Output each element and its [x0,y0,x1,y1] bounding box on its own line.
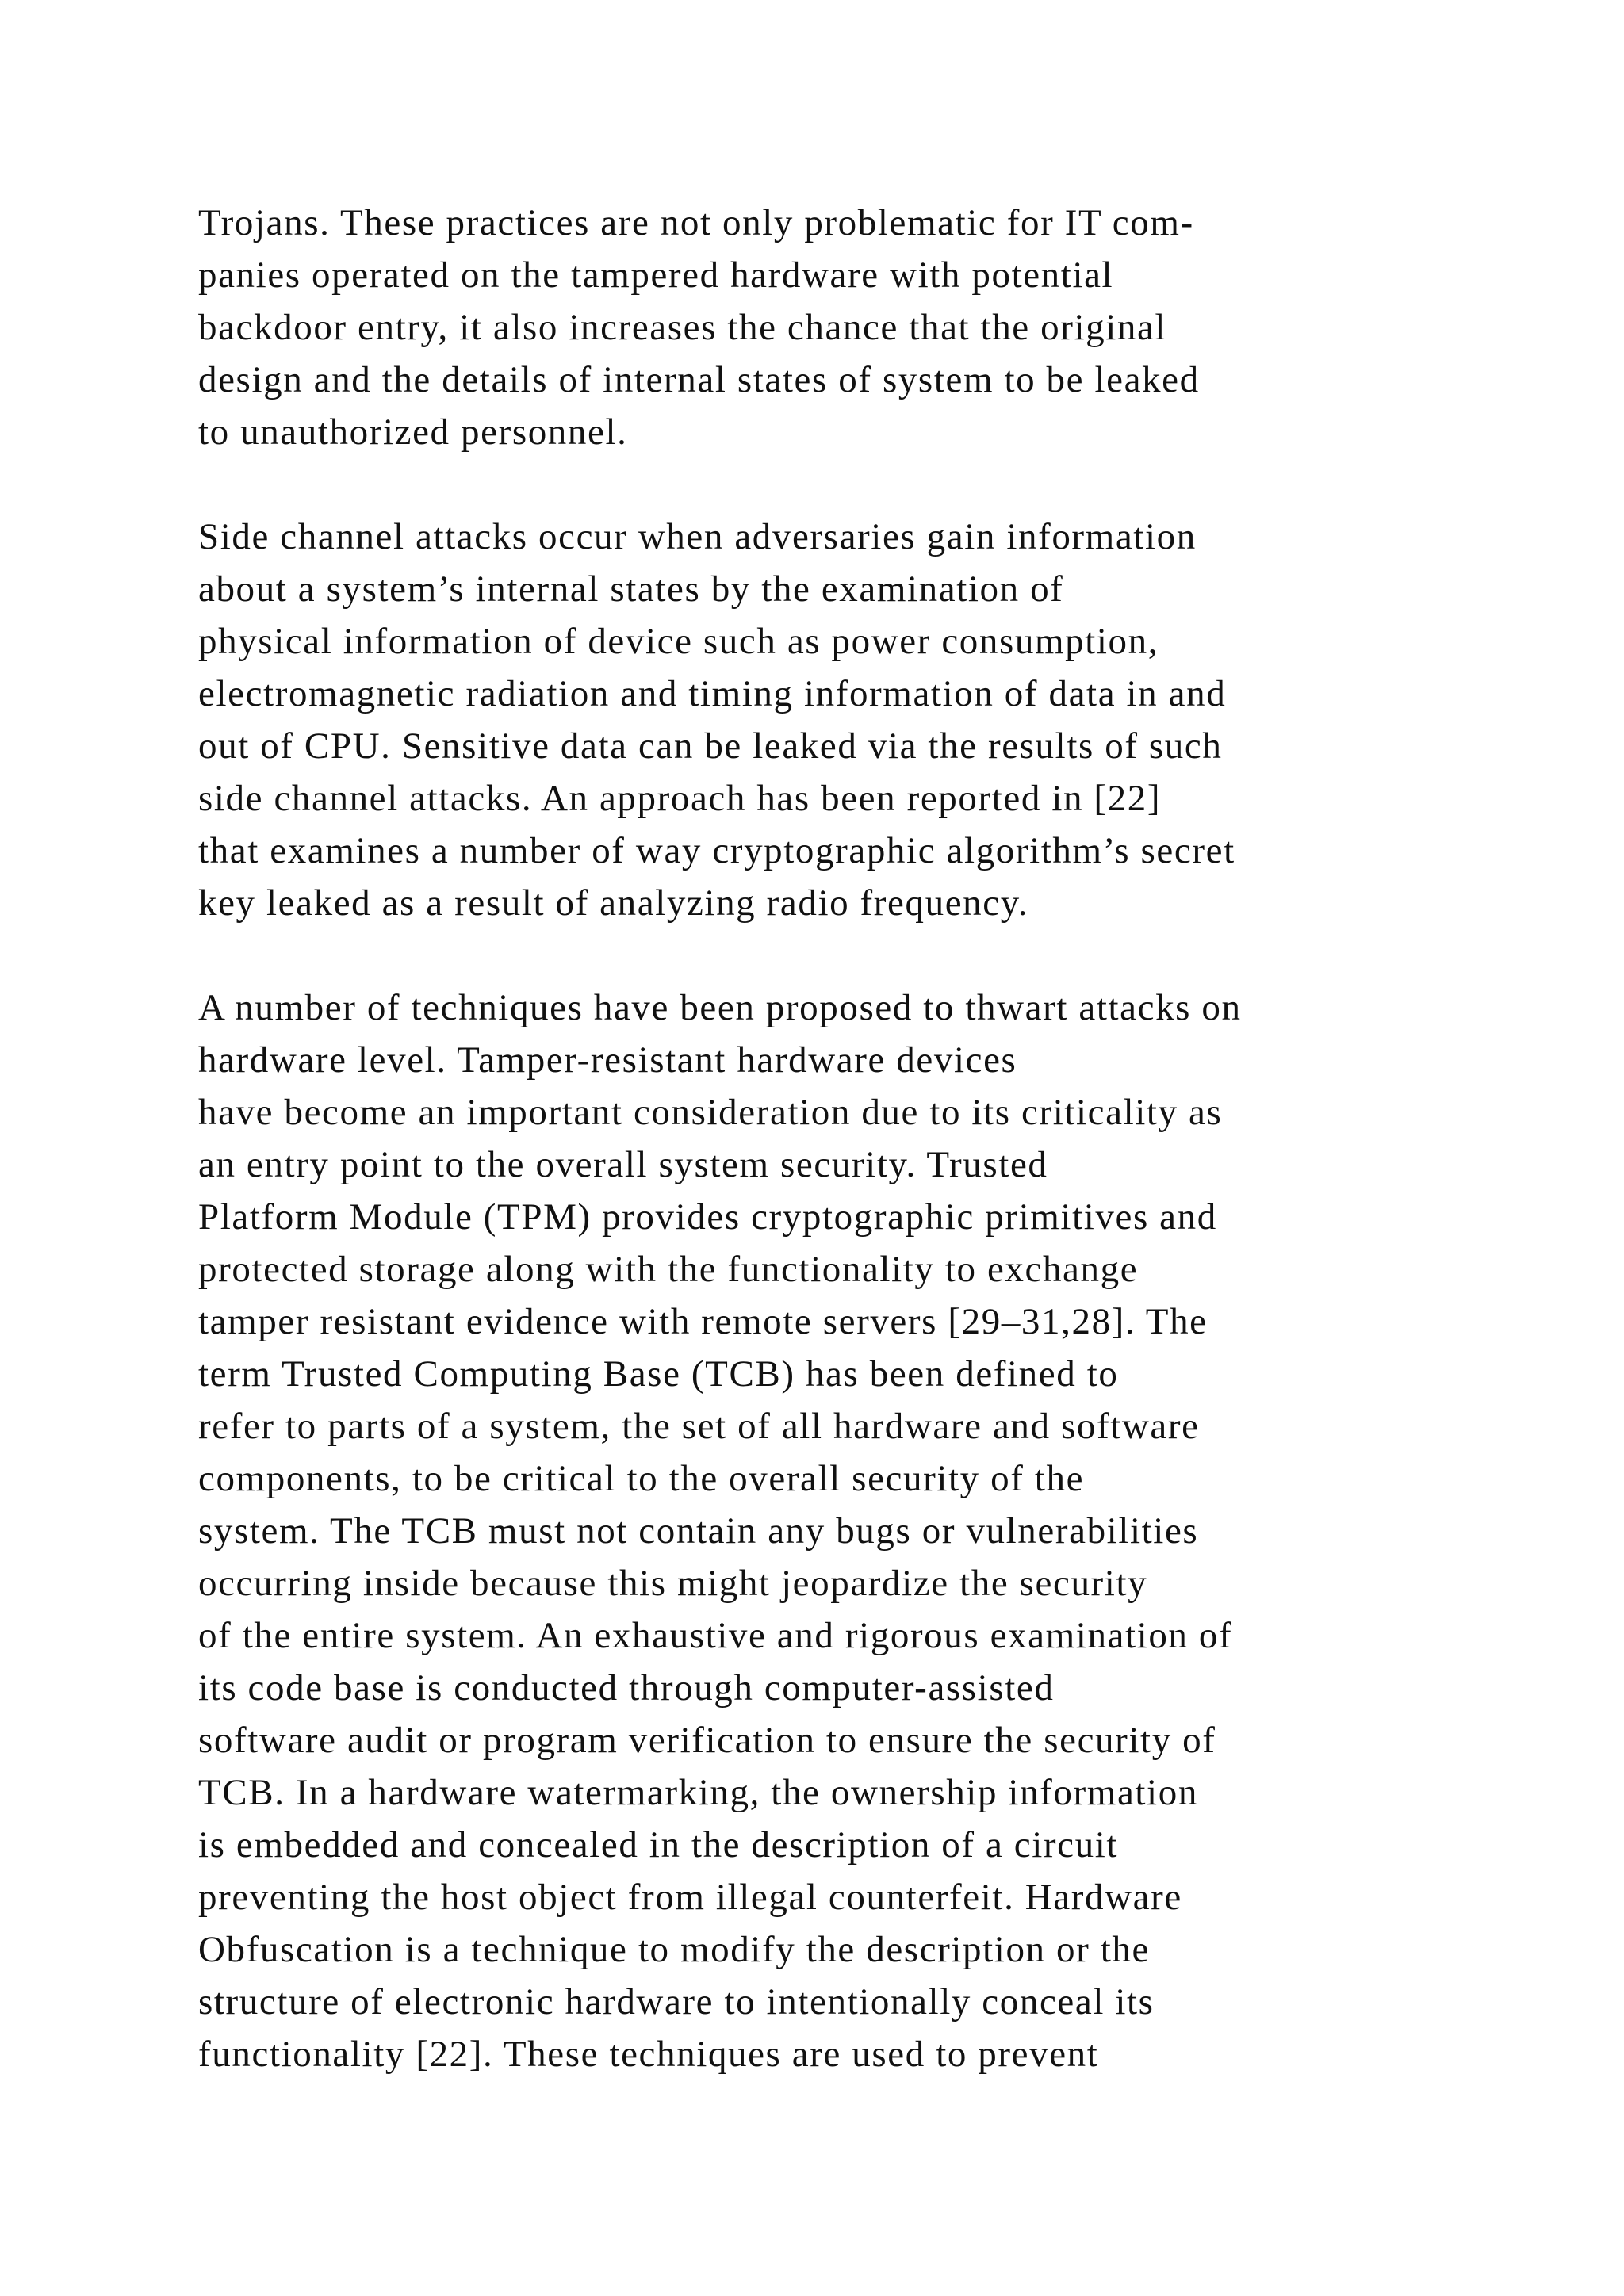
text-line: components, to be critical to the overall security of the [198,1458,1085,1499]
paragraph-side-channel-attacks [198,511,1546,929]
document-body [198,197,1546,2133]
text-line: hardware level. Tamper-resistant hardware devices [198,1039,1017,1081]
text-line: TCB. In a hardware watermarking, the ownership information [198,1772,1198,1813]
text-line: structure of electronic hardware to intentionally conceal its [198,1981,1155,2022]
text-line: term Trusted Computing Base (TCB) has been defined to [198,1353,1119,1395]
text-line: design and the details of internal states of system to be leaked [198,359,1200,400]
text-line: panies operated on the tampered hardware with potential [198,254,1114,296]
text-line: Side channel attacks occur when adversaries gain information [198,516,1197,557]
paragraph-hardware-trojans [198,197,1546,458]
text-line: A number of techniques have been proposed to thwart attacks on [198,987,1242,1028]
text-line: preventing the host object from illegal counterfeit. Hardware [198,1877,1182,1918]
text-line: of the entire system. An exhaustive and rigorous examination of [198,1615,1233,1656]
text-line: key leaked as a result of analyzing radio frequency. [198,882,1029,924]
text-line: that examines a number of way cryptographic algorithm’s secret [198,830,1235,871]
text-line: have become an important consideration due to its criticality as [198,1092,1223,1133]
text-line: protected storage along with the functionality to exchange [198,1249,1139,1290]
text-line: an entry point to the overall system security. Trusted [198,1144,1048,1185]
text-line: tamper resistant evidence with remote servers [29–31,28]. The [198,1301,1208,1342]
text-line: refer to parts of a system, the set of all hardware and software [198,1406,1200,1447]
text-line: system. The TCB must not contain any bugs or vulnerabilities [198,1510,1199,1552]
text-line: is embedded and concealed in the description of a circuit [198,1824,1119,1866]
text-line: functionality [22]. These techniques are used to prevent [198,2034,1099,2075]
text-line: backdoor entry, it also increases the chance that the original [198,307,1167,348]
text-line: side channel attacks. An approach has been reported in [22] [198,778,1162,819]
text-line: physical information of device such as power consumption, [198,621,1159,662]
text-line: about a system’s internal states by the examination of [198,568,1064,610]
text-line: occurring inside because this might jeopardize the security [198,1563,1148,1604]
paragraph-countermeasures [198,982,1546,2080]
text-line: Trojans. These practices are not only problematic for IT com- [198,202,1194,243]
text-line: software audit or program verification to ensure the security of [198,1720,1216,1761]
text-line: its code base is conducted through computer-assisted [198,1667,1055,1709]
text-line: to unauthorized personnel. [198,411,628,453]
text-line: electromagnetic radiation and timing information of data in and [198,673,1227,714]
text-line: Obfuscation is a technique to modify the description or the [198,1929,1150,1970]
text-line: out of CPU. Sensitive data can be leaked via the results of such [198,725,1223,767]
text-line: Platform Module (TPM) provides cryptographic primitives and [198,1196,1217,1238]
